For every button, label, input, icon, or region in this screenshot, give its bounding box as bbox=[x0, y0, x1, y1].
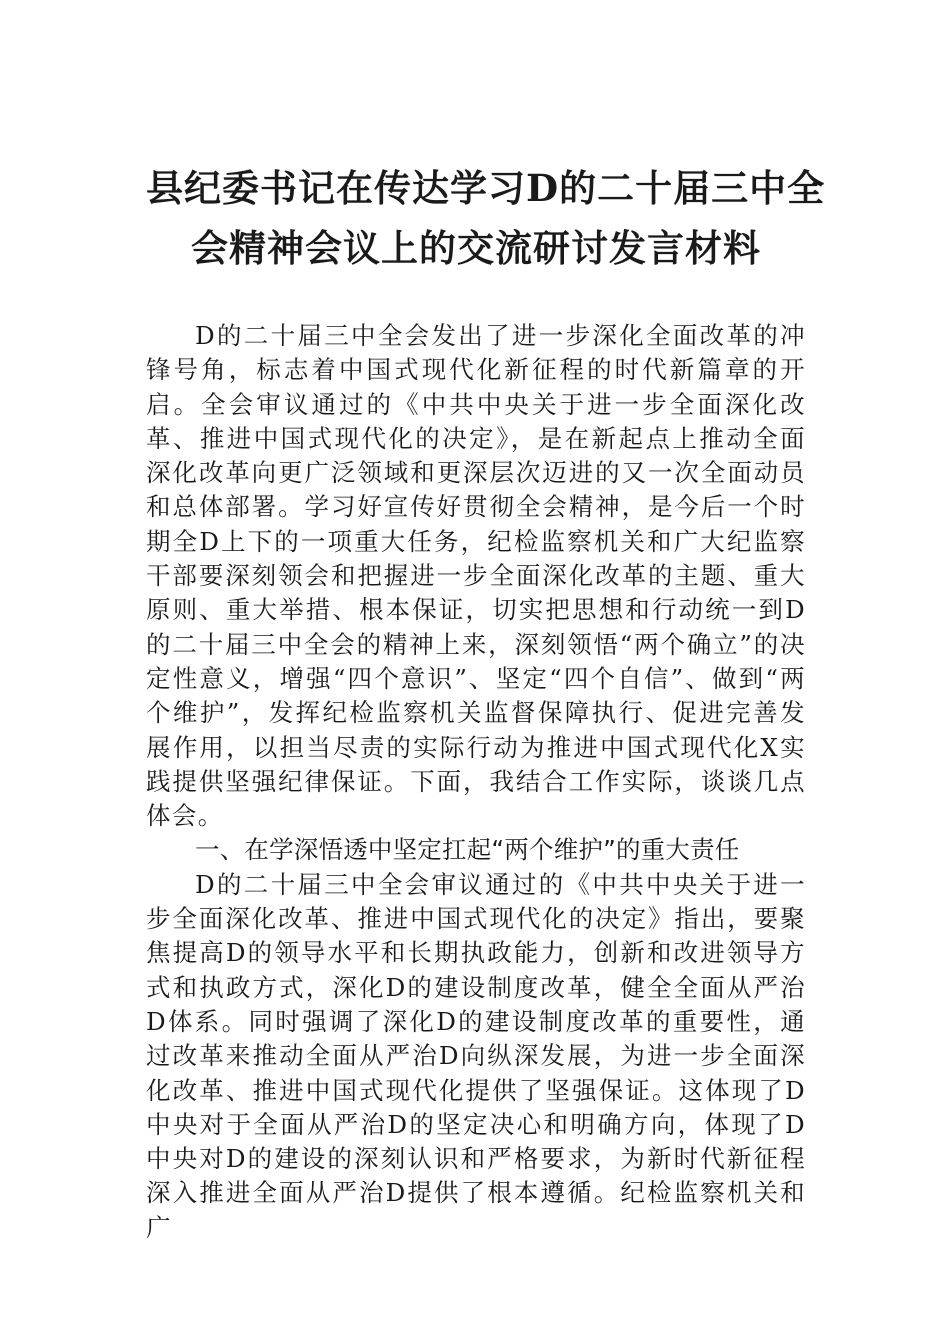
document-title bbox=[146, 158, 826, 278]
section-heading-1: 一、在学深悟透中坚定扛起“两个维护”的重大责任 bbox=[195, 835, 740, 865]
intro-paragraph: D的二十届三中全会发出了进一步深化全面改革的冲锋号角，标志着中国式现代化新征程的时代新篇章的开启。全会审议通过的《中共中央关于进一步全面深化改革、推进中国式现代化的决定》，是在新起点上推动全面深化改革向更广泛领域和更深层次迈进的又一次全面动员和总体部署。学习好宣传好贯彻全会精神，是今后一个时期全D上下的一项重大任务，纪检监察机关和广大纪监察干部要深刻领会和把握进一步全面深化改革的主题、重大原则、重大举措、根本保证，切实把思想和行动统一到D的二十届三中全会的精神上来，深刻领悟“两个确立”的决定性意义，增强“四个意识”、坚定“四个自信”、做到“两个维护”，发挥纪检监察机关监督保障执行、促进完善发展作用，以担当尽责的实际行动为推进中国式现代化X实践提供坚强纪律保证。下面，我结合工作实际，谈谈几点体会。 bbox=[146, 321, 806, 831]
section-1-paragraph: D的二十届三中全会审议通过的《中共中央关于进一步全面深化改革、推进中国式现代化的决定》指出，要聚焦提高D的领导水平和长期执政能力，创新和改进领导方式和执政方式，深化D的建设制度改革，健全全面从严治D体系。同时强调了深化D的建设制度改革的重要性，通过改革来推动全面从严治D向纵深发展，为进一步全面深化改革、推进中国式现代化提供了坚强保证。这体现了D中央对于全面从严治D的坚定决心和明确方向，体现了D中央对D的建设的深刻认识和严格要求，为新时代新征程深入推进全面从严治D提供了根本遵循。纪检监察机关和广 bbox=[146, 869, 806, 1242]
document-body bbox=[146, 319, 806, 1245]
document-page bbox=[146, 158, 826, 1245]
document-title-line-2: 会精神会议上的交流研讨发言材料 bbox=[191, 226, 761, 270]
document-title-line-1: 县纪委书记在传达学习D的二十届三中全 bbox=[146, 166, 826, 210]
